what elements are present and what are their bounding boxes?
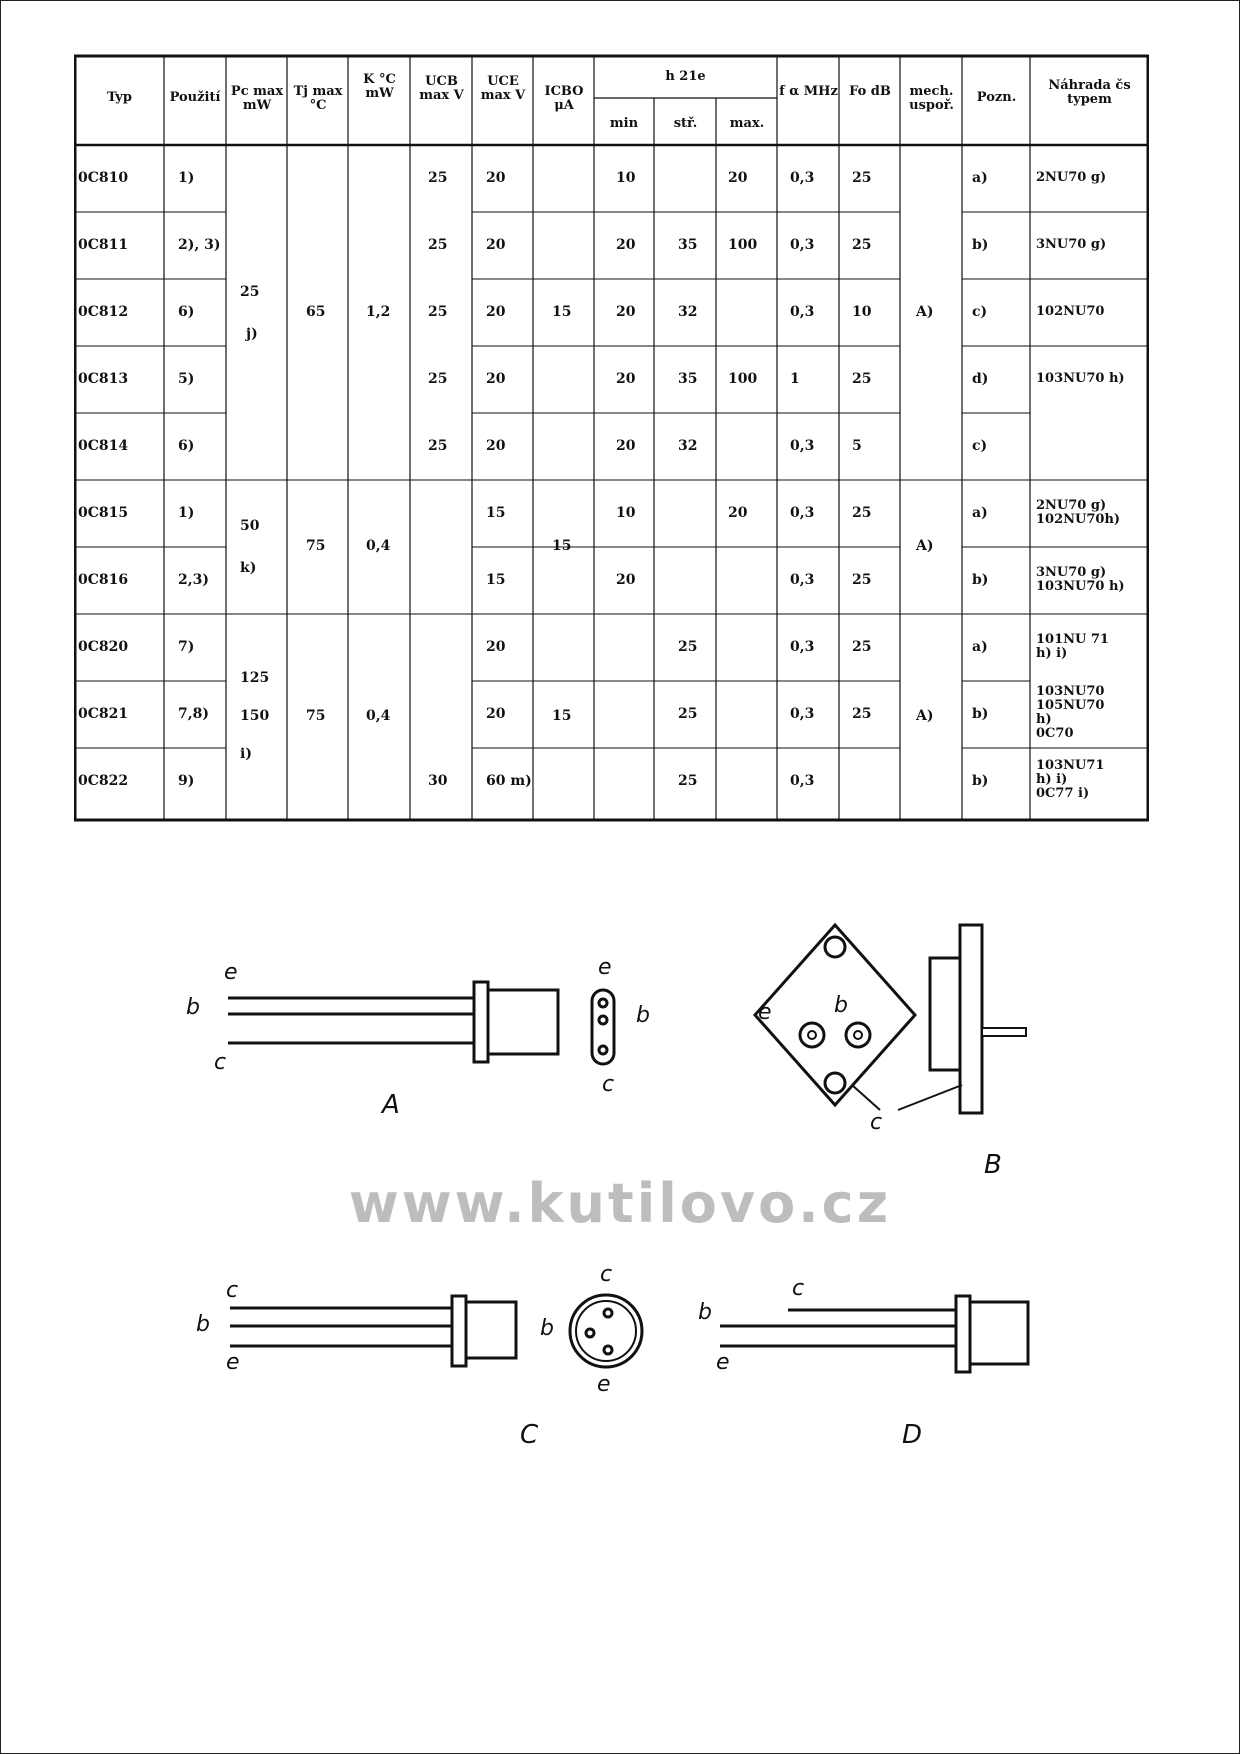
diagram-a-pin-c: c [214,1050,227,1075]
cell-min: 20 [616,237,636,253]
group-cell-k: 1,2 [366,303,391,320]
cell-fa: 0,3 [790,170,815,186]
group-cell-pc: 50 [240,518,260,534]
cell-uce: 20 [486,371,506,387]
diagram-b-label: B [984,1150,1002,1180]
cell-typ: 0C814 [78,438,129,454]
header-pouziti: Použití [169,90,221,105]
cell-fa: 0,3 [790,706,815,722]
cell-pozn: b) [972,237,989,253]
cell-pouziti: 2,3) [178,572,209,588]
cell-fo: 25 [852,572,872,588]
diagram-b [730,915,1050,1125]
cell-fo: 25 [852,371,872,387]
cell-typ: 0C813 [78,371,129,387]
cell-nahrada: 3NU70 g) 103NU70 h) [1036,564,1125,594]
cell-pouziti: 1) [178,505,195,521]
cell-nahrada: 2NU70 g) [1036,170,1107,185]
cell-fa: 0,3 [790,639,815,655]
header-mech: mech. uspoř. [909,84,954,113]
diagram-c-pin-b: b [196,1312,210,1337]
diagram-a-end-pin-b: b [636,1003,650,1028]
cell-min: 10 [616,505,636,521]
diagram-d-pin-b: b [698,1300,712,1325]
cell-fo: 25 [852,639,872,655]
cell-nahrada: 101NU 71 h) i) [1036,631,1109,661]
cell-ucb: 25 [428,170,448,186]
cell-pouziti: 7,8) [178,706,209,722]
cell-ucb: 25 [428,304,448,320]
diagram-a-leads [228,998,480,1043]
cell-pozn: b) [972,706,989,722]
diagram-d [700,1280,1060,1390]
header-pozn: Pozn. [976,90,1017,105]
cell-fa: 0,3 [790,237,815,253]
cell-uce: 20 [486,639,506,655]
diagram-a-body [488,990,558,1054]
diagram-d-body [970,1302,1028,1364]
diagram-d-label: D [902,1420,923,1450]
cell-min: 10 [616,170,636,186]
header-h21e: h 21e [665,69,706,84]
cell-typ: 0C820 [78,639,129,655]
cell-str: 25 [678,773,698,789]
cell-pouziti: 2), 3) [178,237,221,253]
cell-ucb: 25 [428,438,448,454]
cell-fa: 0,3 [790,505,815,521]
cell-fa: 0,3 [790,572,815,588]
cell-pozn: c) [972,438,988,454]
cell-fo: 25 [852,237,872,253]
diagram-c-end-view [570,1295,642,1367]
cell-min: 20 [616,371,636,387]
group-cell-pc: 25 [240,283,260,300]
watermark: www.kutilovo.cz [348,1172,892,1235]
header-ucb: UCB max V [419,74,464,103]
cell-pouziti: 9) [178,773,195,789]
cell-fa: 0,3 [790,438,815,454]
cell-pozn: a) [972,639,988,655]
diagram-c-end-pin-e: e [597,1372,611,1397]
cell-str: 32 [678,304,698,320]
cell-pozn: a) [972,170,988,186]
diagram-b-pin-c: c [870,1110,883,1135]
cell-fo: 25 [852,170,872,186]
header-fa: f α MHz [779,84,838,99]
group-cell-tj: 75 [306,538,326,554]
diagram-c-flange [452,1296,466,1366]
group-cell-k: 0,4 [366,538,391,554]
cell-fa: 0,3 [790,304,815,320]
group-cell-pc-mid: 150 [240,708,270,724]
group-cell-mech: A) [916,303,934,320]
group-cell-mech: A) [916,708,934,724]
diagram-d-pin-e: e [716,1350,730,1375]
cell-fo: 25 [852,505,872,521]
cell-fa: 1 [790,371,800,387]
cell-uce: 15 [486,572,506,588]
header-tj: Tj max °C [293,84,343,113]
cell-uce: 20 [486,438,506,454]
diagram-a-pin-b: b [186,995,200,1020]
cell-fo: 10 [852,304,872,320]
cell-typ: 0C811 [78,237,129,253]
diagram-c-pin-c: c [226,1278,239,1303]
group-cell-tj: 65 [306,303,326,320]
group-cell-pc-note: j) [246,325,258,342]
header-fo: Fo dB [849,84,891,99]
diagram-c-leads [230,1308,460,1346]
cell-nahrada: 2NU70 g) 102NU70h) [1036,497,1121,527]
diagram-c-pin-e: e [226,1350,240,1375]
header-nahrada: Náhrada čs typem [1048,78,1131,107]
cell-min: 20 [616,572,636,588]
diagram-a-pin-e: e [224,960,238,985]
cell-pozn: a) [972,505,988,521]
cell-typ: 0C810 [78,170,129,186]
group-cell-icbo: 15 [552,708,572,724]
cell-nahrada: 3NU70 g) [1036,237,1107,252]
cell-str: 35 [678,371,698,387]
cell-uce: 20 [486,706,506,722]
header-h-str: stř. [673,116,698,131]
diagram-d-leads [720,1310,962,1346]
cell-pozn: b) [972,773,989,789]
header-h-min: min [609,116,639,131]
header-icbo: ICBO μA [544,84,584,113]
cell-pozn: c) [972,304,988,320]
cell-fo: 5 [852,438,862,454]
cell-fo: 25 [852,706,872,722]
cell-nahrada: 103NU71 h) i) 0C77 i) [1036,758,1105,801]
group-cell-mech: A) [916,538,934,554]
header-typ: Typ [107,90,132,105]
diagram-c-body [466,1302,516,1358]
cell-min: 20 [616,438,636,454]
cell-max: 100 [728,237,758,253]
group-cell-pc-note: i) [240,746,252,762]
cell-str: 32 [678,438,698,454]
diagram-b-side-body [930,958,962,1070]
diagram-c-end-pin-b: b [540,1316,554,1341]
diagram-a [180,950,660,1130]
cell-nahrada: 103NU70 105NU70 h) 0C70 [1036,683,1105,741]
transistor-table [74,53,1149,823]
diagram-a-end-pin-c: c [602,1072,615,1097]
cell-uce: 20 [486,170,506,186]
diagram-b-pin-e: e [758,1000,772,1025]
cell-pouziti: 1) [178,170,195,186]
diagram-c [190,1270,660,1390]
cell-max: 100 [728,371,758,387]
cell-uce: 20 [486,304,506,320]
diagram-c-label: C [520,1420,539,1450]
group-cell-icbo: 15 [552,303,572,320]
cell-typ: 0C812 [78,304,129,320]
cell-pouziti: 6) [178,438,195,454]
cell-uce: 20 [486,237,506,253]
diagram-c-end-pin-c: c [600,1262,613,1287]
header-h-max: max. [729,116,765,131]
cell-typ: 0C821 [78,706,129,722]
group-cell-pc-note: k) [240,560,257,576]
group-cell-pc: 125 [240,670,270,686]
cell-min: 20 [616,304,636,320]
cell-pouziti: 6) [178,304,195,320]
cell-nahrada: 103NU70 h) [1036,371,1125,386]
cell-typ: 0C816 [78,572,129,588]
cell-str: 35 [678,237,698,253]
header-pc: Pc max mW [230,84,284,113]
diagram-d-flange [956,1296,970,1372]
cell-max: 20 [728,505,748,521]
header-k: K °C mW [363,72,396,101]
cell-uce: 15 [486,505,506,521]
diagram-b-side-flange [960,925,982,1113]
cell-str: 25 [678,706,698,722]
cell-typ: 0C822 [78,773,129,789]
cell-fa: 0,3 [790,773,815,789]
cell-nahrada: 102NU70 [1036,304,1105,319]
cell-pouziti: 5) [178,371,195,387]
cell-max: 20 [728,170,748,186]
diagram-b-pin-b: b [834,993,848,1018]
cell-typ: 0C815 [78,505,129,521]
group-cell-tj: 75 [306,708,326,724]
cell-pozn: b) [972,572,989,588]
group-cell-k: 0,4 [366,708,391,724]
cell-ucb: 25 [428,371,448,387]
cell-pouziti: 7) [178,639,195,655]
diagram-a-end-pin-e: e [598,955,612,980]
header-uce: UCE max V [480,74,526,103]
diagram-d-pin-c: c [792,1276,805,1301]
cell-str: 25 [678,639,698,655]
diagram-a-label: A [382,1090,400,1120]
diagram-a-flange [474,982,488,1062]
cell-ucb: 30 [428,773,448,789]
cell-uce: 60 m) [486,773,532,789]
cell-ucb: 25 [428,237,448,253]
cell-pozn: d) [972,371,989,387]
group-cell-icbo: 15 [552,538,572,554]
